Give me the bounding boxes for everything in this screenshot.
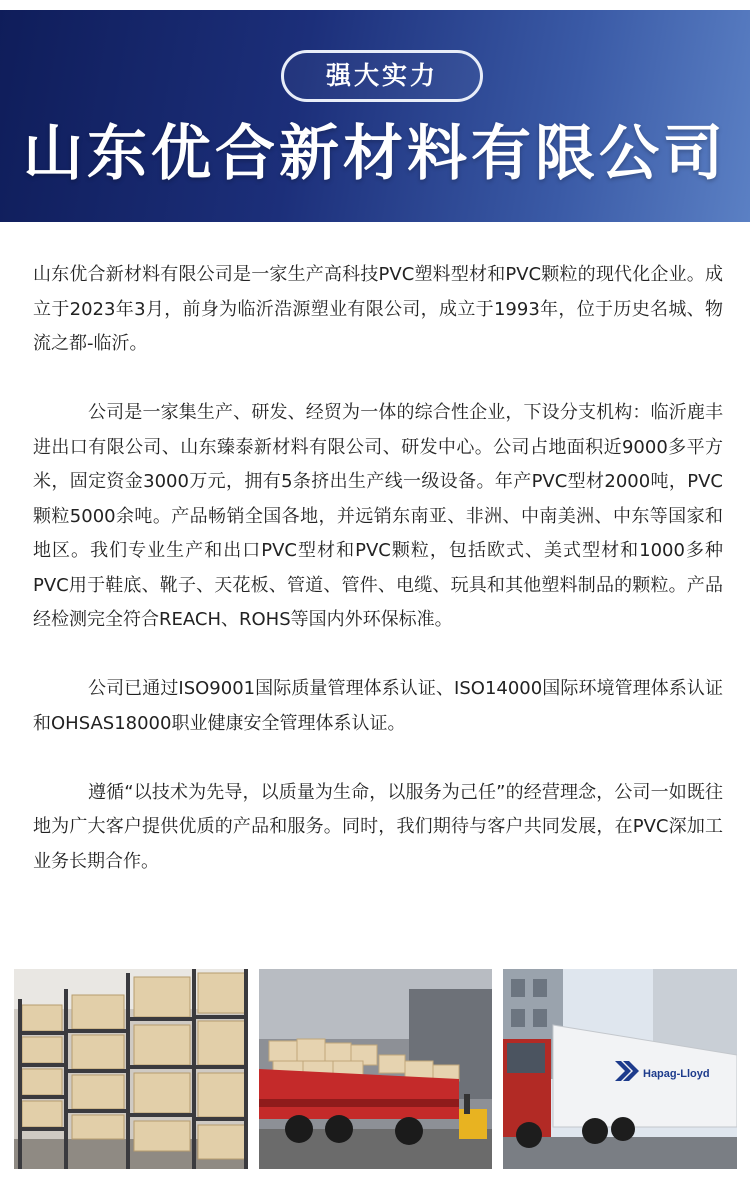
svg-text:Hapag-Lloyd: Hapag-Lloyd (643, 1068, 710, 1080)
warehouse-shelves-photo (14, 969, 248, 1169)
company-intro (33, 258, 723, 914)
intro-paragraph: 公司已通过ISO9001国际质量管理体系认证、ISO14000国际环境管理体系认证和OHSAS18000职业健康安全管理体系认证。 (33, 678, 723, 734)
header-banner (0, 0, 750, 222)
banner-top-border (0, 0, 750, 10)
intro-paragraph: 山东优合新材料有限公司是一家生产高科技PVC塑料型材和PVC颗粒的现代化企业。成立于2023年3月，前身为临沂浩源塑业有限公司，成立于1993年，位于历史名城、物流之都-临沂。 (33, 264, 723, 354)
intro-paragraph: 公司是一家集生产、研发、经贸为一体的综合性企业，下设分支机构：临沂鹿丰进出口有限公司、山东臻泰新材料有限公司、研发中心。公司占地面积近9000多平方米，固定资金3000万元，拥有5条挤出生产线一级设备。年产PVC型材2000吨，PVC颗粒5000余吨。产品畅销全国各地，并远销东南亚、非洲、中南美洲、中东等国家和地区。我们专业生产和出口PVC型材和PVC颗粒，包括欧式、美式型材和1000多种PVC用于鞋底、靴子、天花板、管道、管件、电缆、玩具和其他塑料制品的颗粒。产品经检测完全符合REACH、ROHS等国内外环保标准。 (33, 402, 723, 630)
strength-badge: 强大实力 (281, 50, 483, 102)
photo-gallery (14, 969, 738, 1169)
loading-truck-photo (259, 969, 492, 1169)
shipping-container-photo (503, 969, 737, 1169)
company-title: 山东优合新材料有限公司 (23, 119, 727, 189)
intro-paragraph: 遵循“以技术为先导，以质量为生命，以服务为己任”的经营理念，公司一如既往地为广大客户提供优质的产品和服务。同时，我们期待与客户共同发展，在PVC深加工业务长期合作。 (33, 781, 723, 872)
